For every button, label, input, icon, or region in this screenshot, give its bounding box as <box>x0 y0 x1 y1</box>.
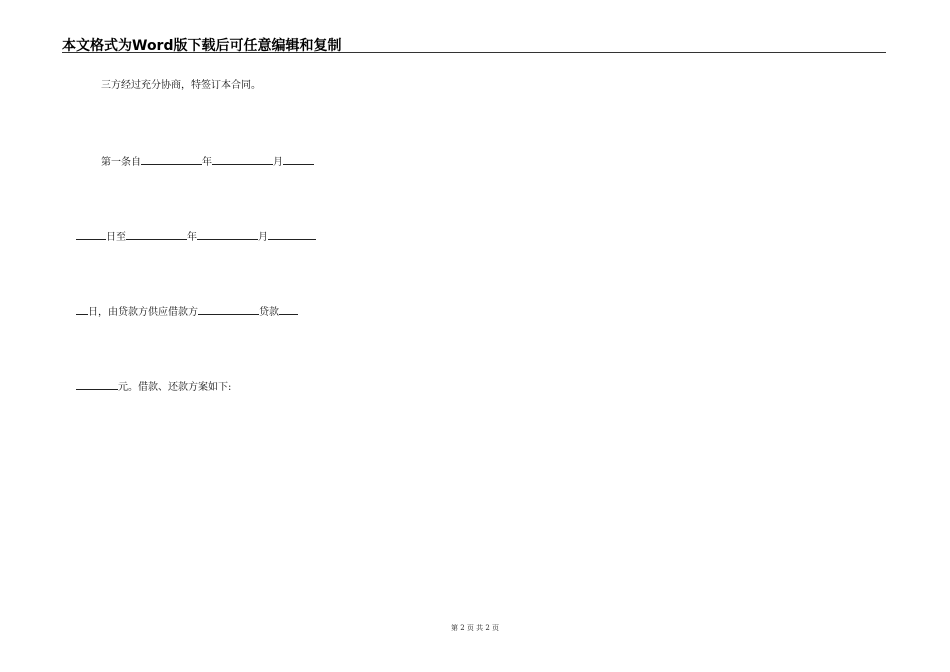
paragraph-article-one <box>101 155 314 169</box>
article-prefix: 第一条自 <box>101 157 141 168</box>
blank-field <box>198 305 259 315</box>
paragraph-loan-provider <box>76 305 298 319</box>
blank-field <box>141 155 202 165</box>
year-label: 年 <box>187 232 197 243</box>
blank-field <box>76 380 118 390</box>
blank-field <box>126 230 187 240</box>
page-number: 第 2 页 共 2 页 <box>450 624 500 632</box>
day-to-label: 日至 <box>106 232 126 243</box>
blank-field <box>212 155 273 165</box>
blank-field <box>197 230 258 240</box>
blank-field <box>279 305 298 315</box>
loan-provider-text: 日，由贷款方供应借款方 <box>88 307 198 318</box>
month-label: 月 <box>258 232 268 243</box>
paragraph-date-range <box>76 230 316 244</box>
header-divider <box>62 52 886 53</box>
blank-field <box>268 230 316 240</box>
paragraph-text: 三方经过充分协商，特签订本合同。 <box>101 80 261 91</box>
paragraph-negotiation <box>101 80 261 92</box>
month-label: 月 <box>273 157 283 168</box>
blank-field <box>76 230 106 240</box>
paragraph-repayment-plan <box>76 380 231 394</box>
blank-field <box>283 155 314 165</box>
repayment-text: 元。借款、还款方案如下: <box>118 382 232 393</box>
year-label: 年 <box>202 157 212 168</box>
blank-field <box>76 305 88 315</box>
loan-label: 贷款 <box>259 307 279 318</box>
header-title: 本文格式为Word版下载后可任意编辑和复制 <box>62 38 342 54</box>
